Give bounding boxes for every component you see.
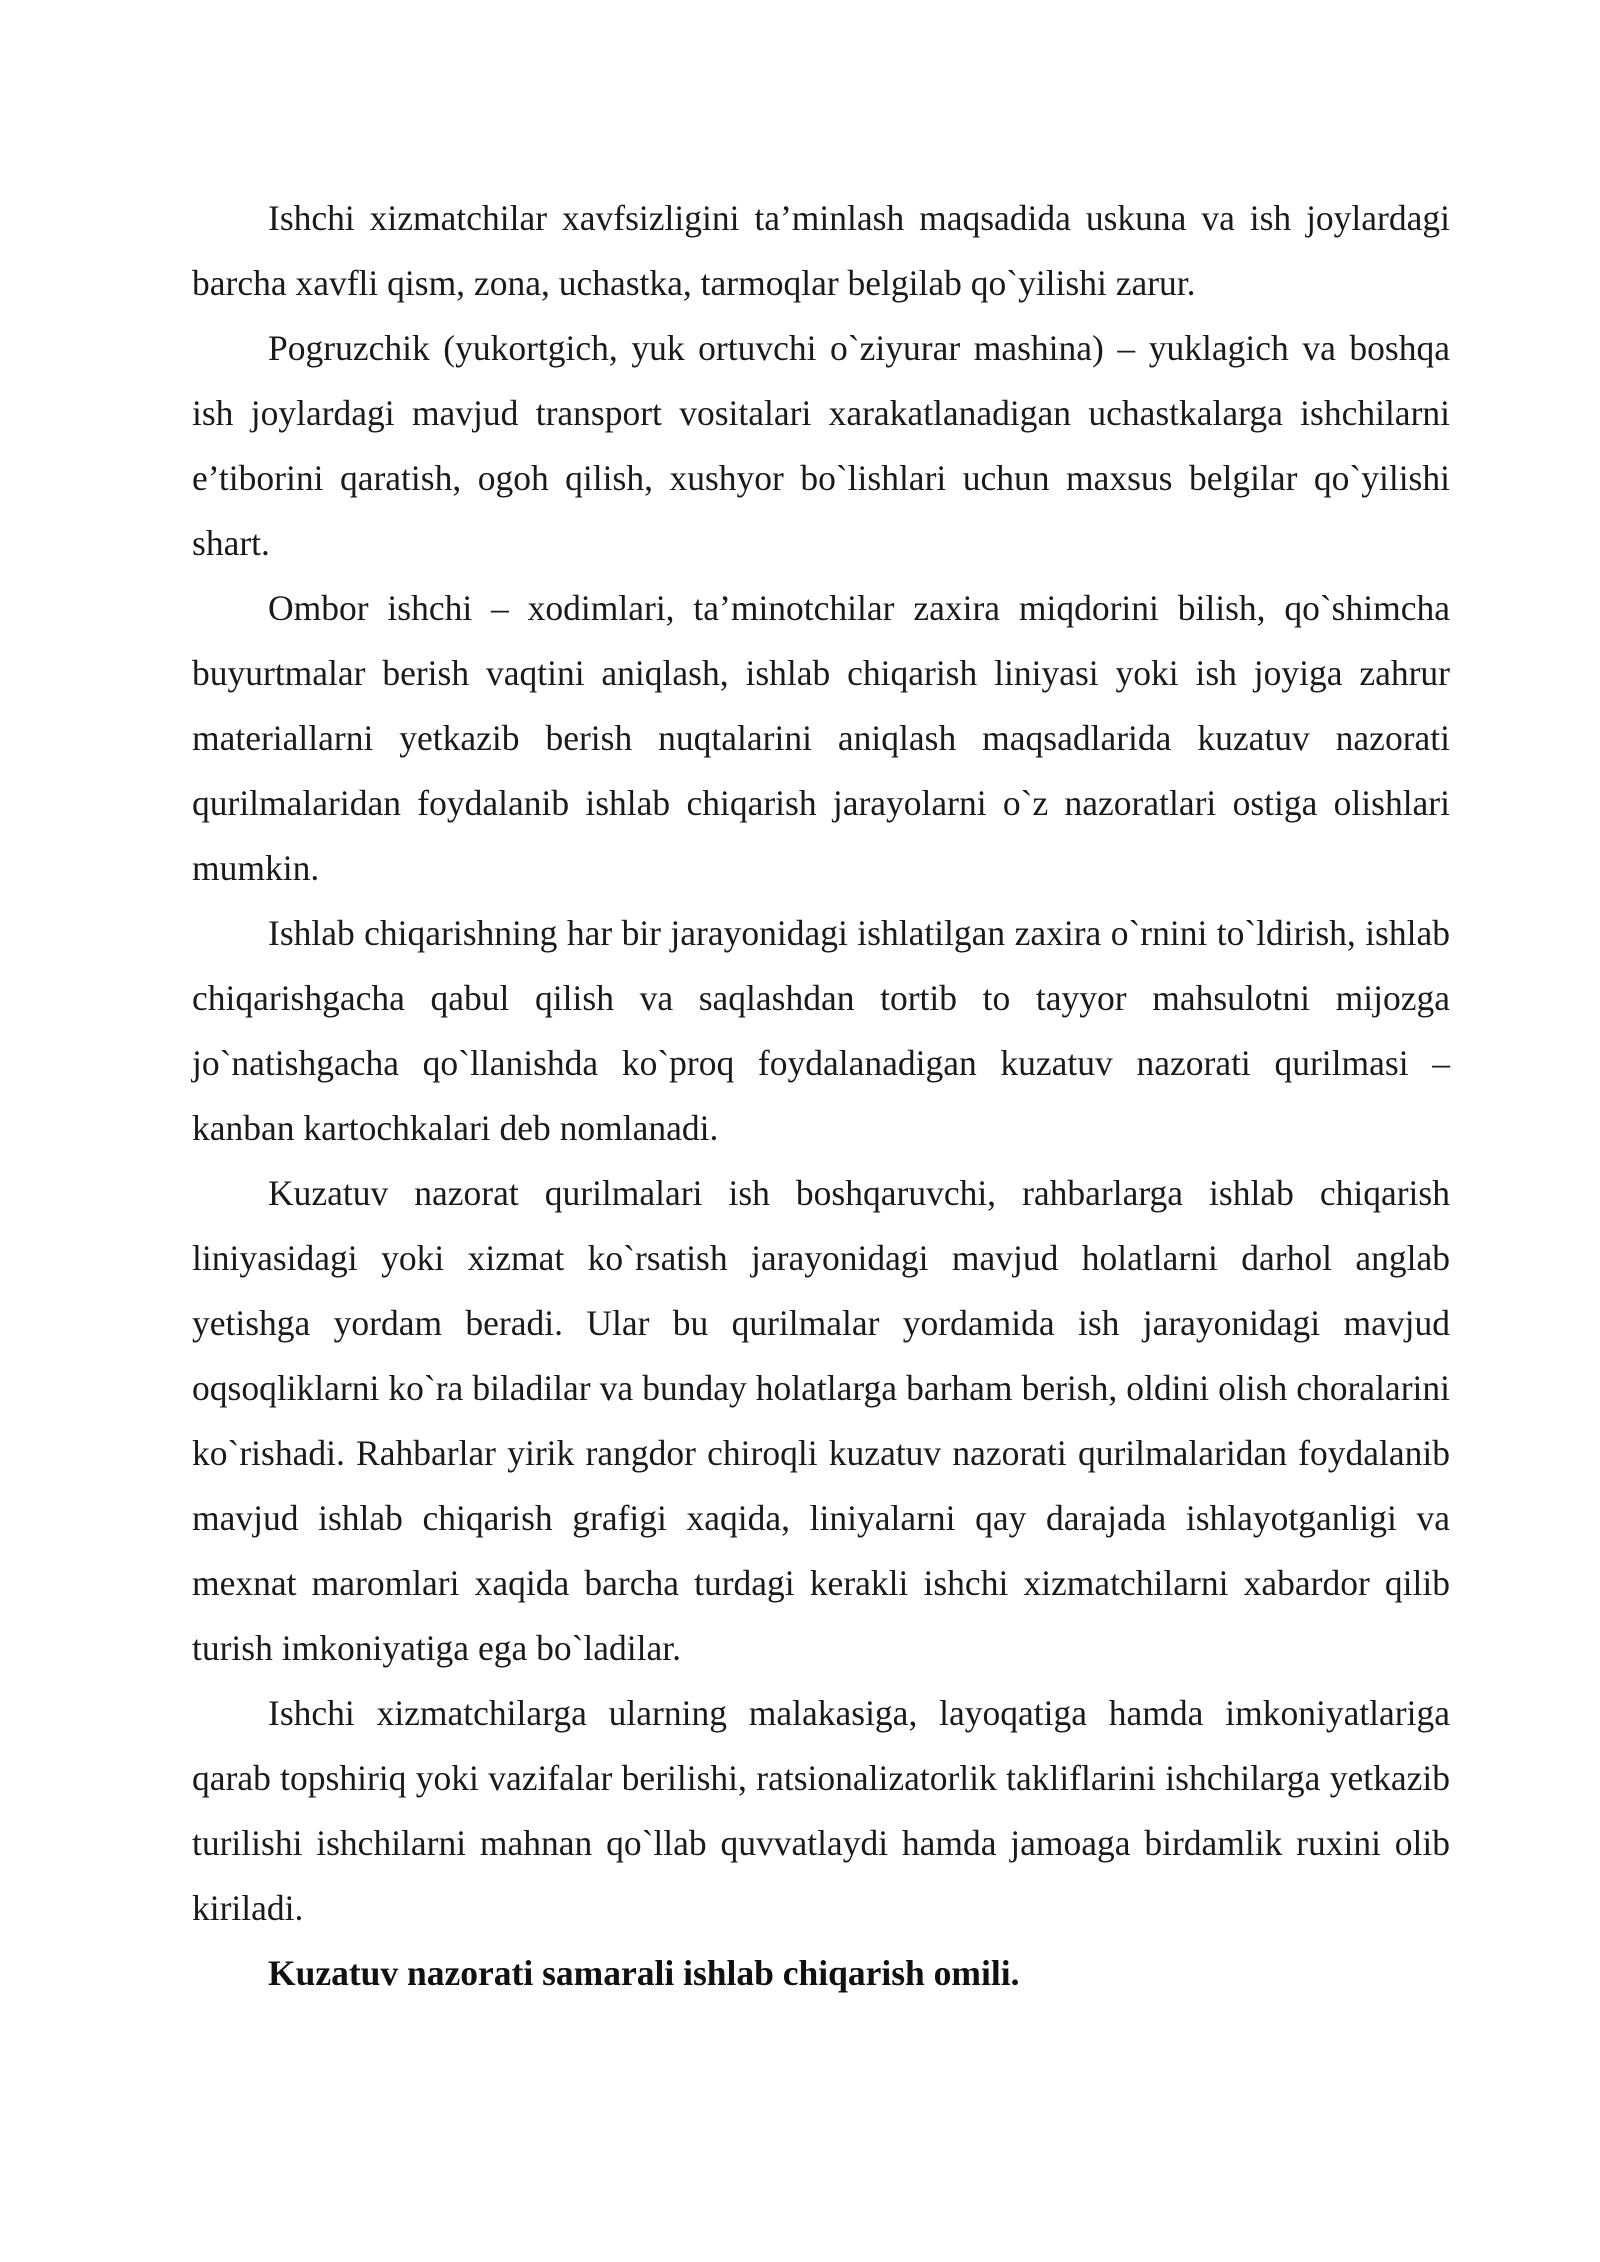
paragraph-worker-tasks: Ishchi xizmatchilarga ularning malakasiga, layoqatiga hamda imkoniyatlariga qarab topshiriq yoki vazifalar berilishi, ratsionalizatorlik takliflarini ishchilarga yetkazib turilishi ishchilarni mahnan qo`llab quvvatlaydi hamda jamoaga birdamlik ruxini olib kiriladi. [192, 1693, 1450, 1928]
paragraph-loader-signs: Pogruzchik (yukortgich, yuk ortuvchi o`ziyurar mashina) – yuklagich va boshqa ish joylardagi mavjud transport vositalari xarakatlanadigan uchastkalarga ishchilarni e’tiborini qaratish, ogoh qilish, xushyor bo`lishlari uchun maxsus belgilar qo`yilishi shart. [192, 328, 1450, 563]
paragraph-monitoring-devices: Kuzatuv nazorat qurilmalari ish boshqaruvchi, rahbarlarga ishlab chiqarish liniyasidagi yoki xizmat ko`rsatish jarayonidagi mavjud holatlarni darhol anglab yetishga yordam beradi. Ular bu qurilmalar yordamida ish jarayonidagi mavjud oqsoqliklarni ko`ra biladilar va bunday holatlarga barham berish, oldini olish choralarini ko`rishadi. Rahbarlar yirik rangdor chiroqli kuzatuv nazorati qurilmalaridan foydalanib mavjud ishlab chiqarish grafigi xaqida, liniyalarni qay darajada ishlayotganligi va mexnat maromlari xaqida barcha turdagi kerakli ishchi xizmatchilarni xabardor qilib turish imkoniyatiga ega bo`ladilar. [192, 1173, 1450, 1668]
section-heading: Kuzatuv nazorati samarali ishlab chiqarish omili. [268, 1953, 1020, 1993]
document-page [192, 186, 1450, 2006]
paragraph-warehouse-staff: Ombor ishchi – xodimlari, ta’minotchilar zaxira miqdorini bilish, qo`shimcha buyurtmalar berish vaqtini aniqlash, ishlab chiqarish liniyasi yoki ish joyiga zahrur materiallarni yetkazib berish nuqtalarini aniqlash maqsadlarida kuzatuv nazorati qurilmalaridan foydalanib ishlab chiqarish jarayolarni o`z nazoratlari ostiga olishlari mumkin. [192, 588, 1450, 888]
paragraph-safety-zones: Ishchi xizmatchilar xavfsizligini ta’minlash maqsadida uskuna va ish joylardagi barcha xavfli qism, zona, uchastka, tarmoqlar belgilab qo`yilishi zarur. [192, 198, 1450, 303]
paragraph-kanban-cards: Ishlab chiqarishning har bir jarayonidagi ishlatilgan zaxira o`rnini to`ldirish, ishlab chiqarishgacha qabul qilish va saqlashdan tortib to tayyor mahsulotni mijozga jo`natishgacha qo`llanishda ko`proq foydalanadigan kuzatuv nazorati qurilmasi – kanban kartochkalari deb nomlanadi. [192, 913, 1450, 1148]
